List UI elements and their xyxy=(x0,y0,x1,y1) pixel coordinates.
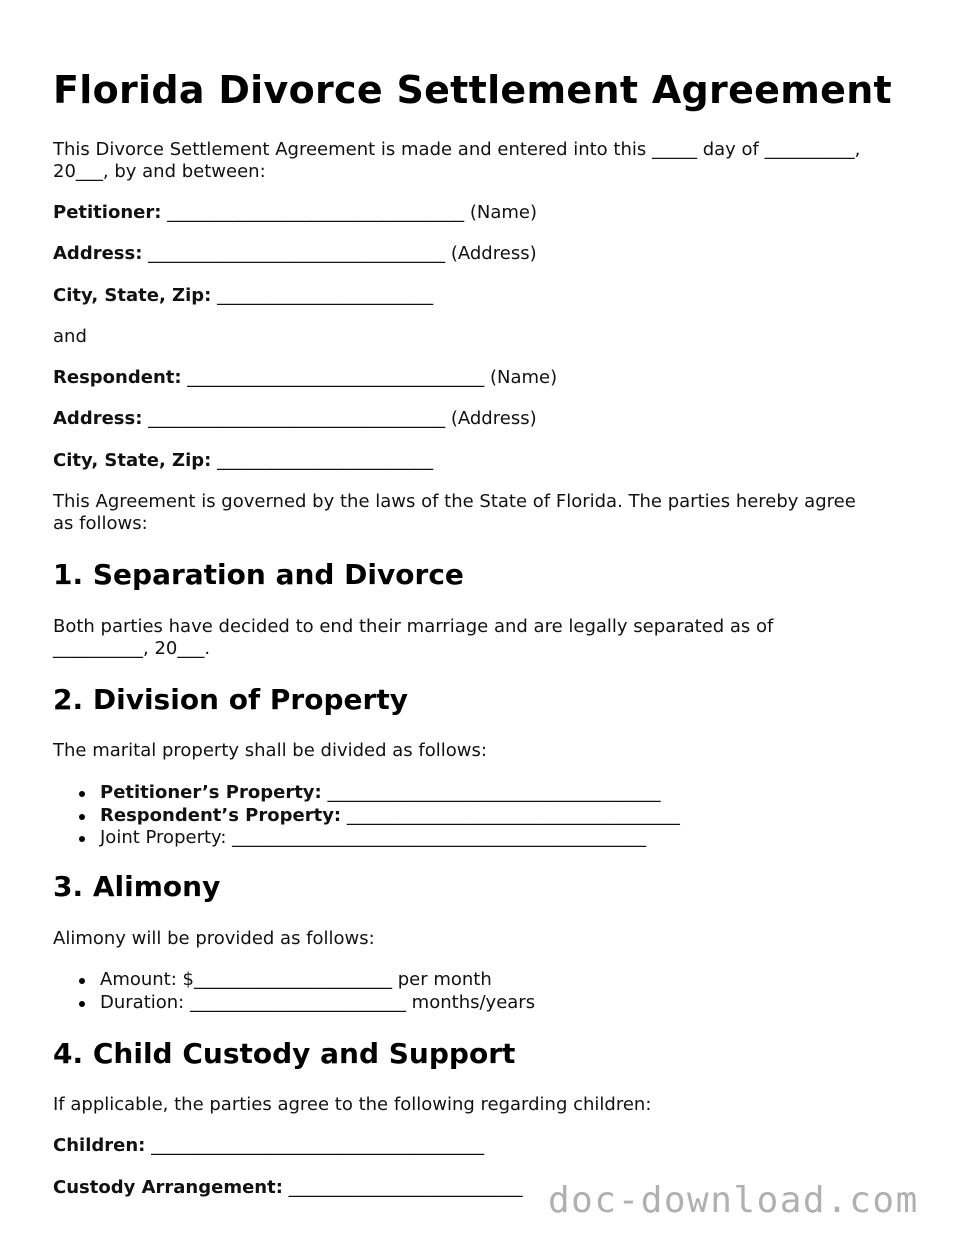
section-1-line-2: __________, 20___. xyxy=(53,638,211,659)
petitioner-property-field: _____________________________________ xyxy=(321,782,661,803)
section-1-paragraph xyxy=(53,616,903,660)
property-list xyxy=(100,782,680,850)
watermark: doc-download.com xyxy=(544,1180,919,1221)
respondent-name-field: _________________________________ (Name) xyxy=(181,367,558,388)
petitioner-name-field: _________________________________ (Name) xyxy=(161,202,538,223)
list-item xyxy=(100,969,535,992)
respondent-city-row xyxy=(53,450,903,472)
children-row xyxy=(53,1135,903,1157)
petitioner-city-row xyxy=(53,285,903,307)
alimony-amount-field: Amount: $______________________ per month xyxy=(100,969,492,990)
petitioner-city-label: City, State, Zip: xyxy=(53,285,212,306)
respondent-name-label: Respondent: xyxy=(53,367,182,388)
alimony-duration-field: Duration: ________________________ months/years xyxy=(100,991,536,1013)
governing-paragraph xyxy=(53,491,903,535)
respondent-property-field: _____________________________________ xyxy=(341,804,680,826)
list-item xyxy=(100,805,680,828)
section-4-intro: If applicable, the parties agree to the following regarding children: xyxy=(53,1094,652,1115)
respondent-address-label: Address: xyxy=(53,408,143,429)
section-2-intro: The marital property shall be divided as follows: xyxy=(53,740,487,761)
governing-line-2: as follows: xyxy=(53,513,148,534)
section-2-heading: 2. Division of Property xyxy=(53,683,408,716)
respondent-address-row xyxy=(53,408,903,430)
and-text: and xyxy=(53,326,87,347)
intro-paragraph xyxy=(53,139,903,183)
list-item xyxy=(100,782,680,805)
respondent-property-label: Respondent’s Property: xyxy=(100,804,342,826)
children-label: Children: xyxy=(53,1135,146,1156)
section-3-heading: 3. Alimony xyxy=(53,870,221,903)
petitioner-address-label: Address: xyxy=(53,243,143,264)
section-1-heading: 1. Separation and Divorce xyxy=(53,558,464,591)
governing-line-1: This Agreement is governed by the laws of the State of Florida. The parties hereby agree xyxy=(53,491,856,512)
alimony-list xyxy=(100,969,535,1014)
document-title: Florida Divorce Settlement Agreement xyxy=(53,68,893,112)
petitioner-address-field: _________________________________ (Address) xyxy=(142,243,537,264)
intro-line-2: 20___, by and between: xyxy=(53,161,266,182)
petitioner-property-label: Petitioner’s Property: xyxy=(100,782,322,803)
respondent-address-field: _________________________________ (Address) xyxy=(142,408,537,429)
children-field: _____________________________________ xyxy=(145,1135,485,1156)
section-1-line-1: Both parties have decided to end their marriage and are legally separated as of xyxy=(53,616,774,637)
petitioner-address-row xyxy=(53,243,903,265)
petitioner-name-row xyxy=(53,202,903,224)
list-item xyxy=(100,992,535,1015)
section-4-heading: 4. Child Custody and Support xyxy=(53,1037,516,1070)
joint-property-field: Joint Property: ______________________________________________ xyxy=(100,827,647,848)
petitioner-name-label: Petitioner: xyxy=(53,202,162,223)
intro-line-1: This Divorce Settlement Agreement is made and entered into this _____ day of __________, xyxy=(53,139,861,160)
respondent-name-row xyxy=(53,367,903,389)
section-3-intro: Alimony will be provided as follows: xyxy=(53,928,375,949)
custody-field: __________________________ xyxy=(282,1177,523,1198)
petitioner-city-field: ________________________ xyxy=(211,285,434,306)
custody-label: Custody Arrangement: xyxy=(53,1177,283,1198)
list-item xyxy=(100,827,680,850)
respondent-city-field: ________________________ xyxy=(211,450,434,471)
respondent-city-label: City, State, Zip: xyxy=(53,450,212,471)
